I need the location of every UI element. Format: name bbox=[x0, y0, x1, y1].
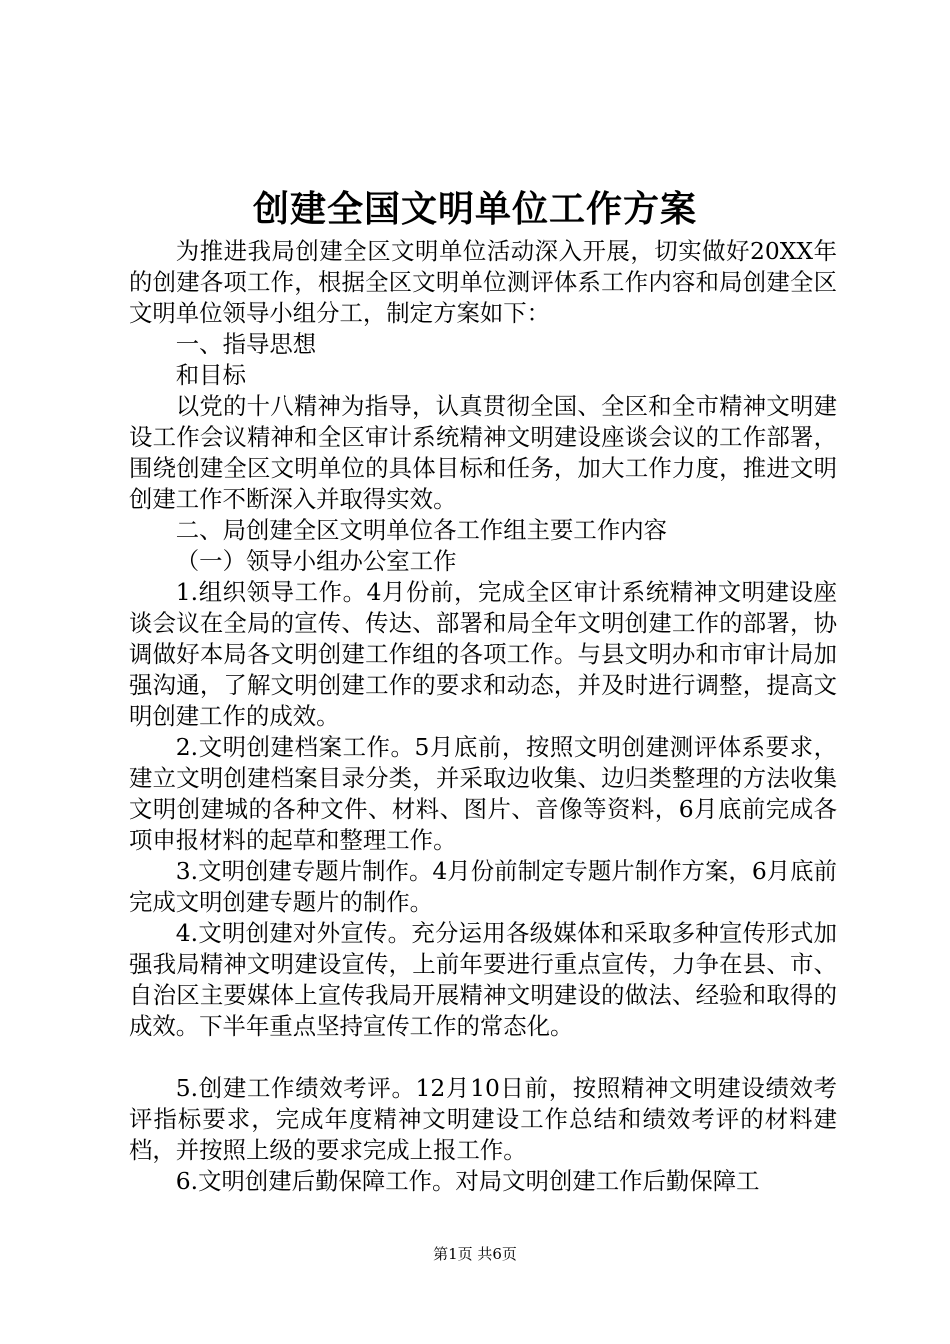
document-title: 创建全国文明单位工作方案 bbox=[252, 188, 697, 230]
subsection-heading-1: （一）领导小组办公室工作 bbox=[175, 547, 457, 575]
item-paragraph-2: 2.文明创建档案工作。5月底前，按照文明创建测评体系要求，建立文明创建档案目录分类，并采取边收集、边归类整理的方法收集文明创建城的各种文件、材料、图片、音像等资料，6月底前完成各项申报材料的起草和整理工作。 bbox=[129, 733, 837, 854]
section-heading-2: 二、局创建全区文明单位各工作组主要工作内容 bbox=[175, 516, 667, 544]
item-paragraph-3: 3.文明创建专题片制作。4月份前制定专题片制作方案，6月底前完成文明创建专题片的制作。 bbox=[129, 857, 837, 916]
section-heading-1: 一、指导思想 bbox=[175, 330, 317, 358]
page-footer: 第1页 共6页 bbox=[433, 1245, 517, 1263]
guiding-paragraph: 以党的十八精神为指导，认真贯彻全国、全区和全市精神文明建设工作会议精神和全区审计系统精神文明建设座谈会议的工作部署，围绕创建全区文明单位的具体目标和任务，加大工作力度，推进文明创建工作不断深入并取得实效。 bbox=[129, 392, 837, 513]
item-paragraph-6: 6.文明创建后勤保障工作。对局文明创建工作后勤保障工 bbox=[175, 1167, 760, 1195]
document-body bbox=[129, 236, 837, 1197]
item-paragraph-5: 5.创建工作绩效考评。12月10日前，按照精神文明建设绩效考评指标要求，完成年度精神文明建设工作总结和绩效考评的材料建档，并按照上级的要求完成上报工作。 bbox=[129, 1074, 837, 1164]
intro-paragraph: 为推进我局创建全区文明单位活动深入开展，切实做好20XX年的创建各项工作，根据全区文明单位测评体系工作内容和局创建全区文明单位领导小组分工，制定方案如下： bbox=[129, 237, 837, 327]
section-heading-1-cont: 和目标 bbox=[175, 361, 246, 389]
item-paragraph-1: 1.组织领导工作。4月份前，完成全区审计系统精神文明建设座谈会议在全局的宣传、传达、部署和局全年文明创建工作的部署，协调做好本局各文明创建工作组的各项工作。与县文明办和市审计局加强沟通，了解文明创建工作的要求和动态，并及时进行调整，提高文明创建工作的成效。 bbox=[129, 578, 837, 730]
item-paragraph-4: 4.文明创建对外宣传。充分运用各级媒体和采取多种宣传形式加强我局精神文明建设宣传，上前年要进行重点宣传，力争在县、市、自治区主要媒体上宣传我局开展精神文明建设的做法、经验和取得的成效。下半年重点坚持宣传工作的常态化。 bbox=[129, 919, 837, 1040]
